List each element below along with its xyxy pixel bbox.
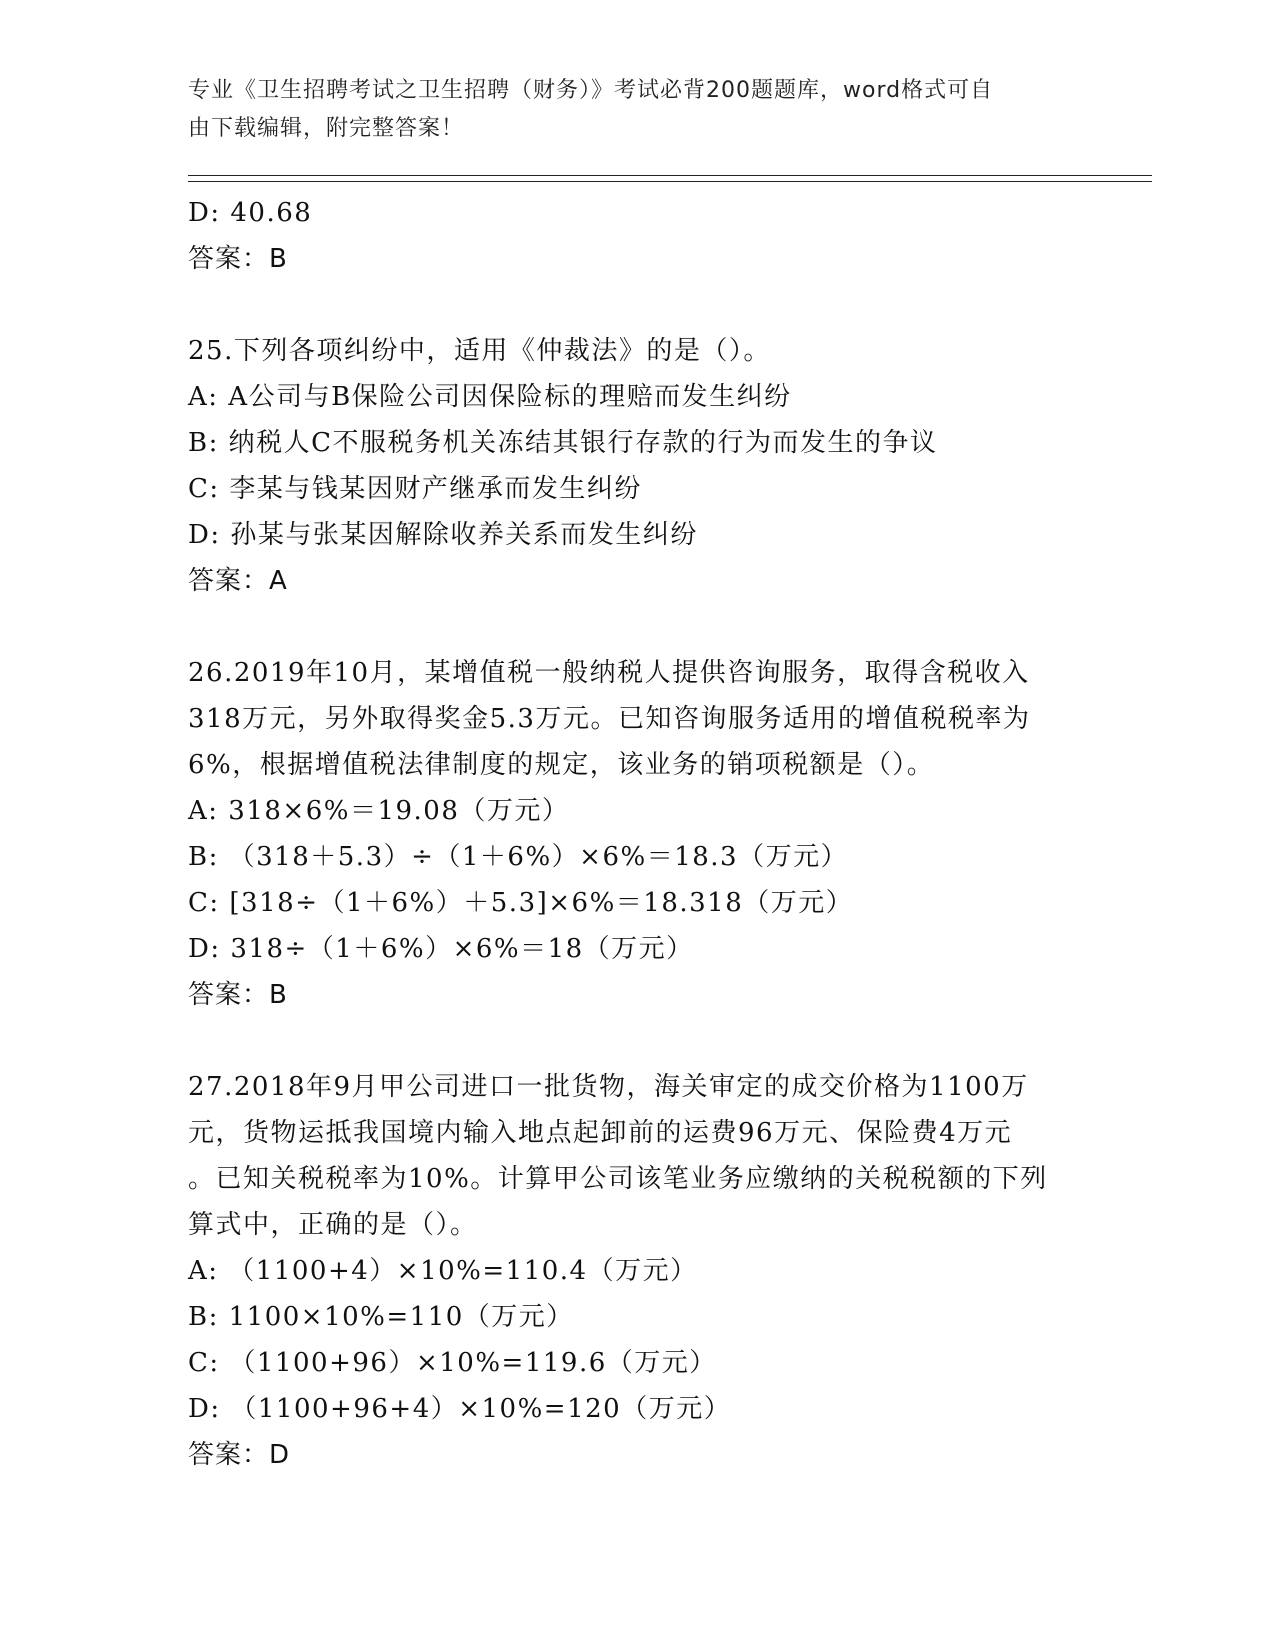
header-line-2: 由下载编辑，附完整答案！	[188, 116, 465, 141]
answer-label: 答案：A	[188, 566, 288, 596]
document-body	[188, 190, 1088, 1478]
option-b: B: 1100×10%=110（万元）	[188, 1302, 574, 1332]
answer-label: 答案：D	[188, 1440, 291, 1470]
question-stem: 318万元，另外取得奖金5.3万元。已知咨询服务适用的增值税税率为	[188, 704, 1031, 734]
question-stem: 26.2019年10月，某增值税一般纳税人提供咨询服务，取得含税收入	[188, 658, 1030, 688]
option-d: D: 318÷（1＋6%）×6%＝18（万元）	[188, 934, 694, 964]
document-header	[188, 72, 1088, 148]
header-rule-top	[188, 175, 1152, 176]
answer-label: 答案：B	[188, 980, 288, 1010]
option-d: D: 40.68	[188, 198, 313, 228]
option-c: C: 李某与钱某因财产继承而发生纠纷	[188, 474, 642, 504]
question-stem: 6%，根据增值税法律制度的规定，该业务的销项税额是（）。	[188, 750, 935, 780]
option-c: C: [318÷（1＋6%）＋5.3]×6%＝18.318（万元）	[188, 888, 854, 918]
question-25	[188, 328, 1088, 604]
option-a: A: 318×6%＝19.08（万元）	[188, 796, 570, 826]
question-stem: 27.2018年9月甲公司进口一批货物，海关审定的成交价格为1100万	[188, 1072, 1029, 1102]
spacer	[188, 604, 1088, 650]
question-stem: 。已知关税税率为10%。计算甲公司该笔业务应缴纳的关税税额的下列	[188, 1164, 1048, 1194]
option-b: B: 纳税人C不服税务机关冻结其银行存款的行为而发生的争议	[188, 428, 938, 458]
answer-label: 答案：B	[188, 244, 288, 274]
question-24-tail	[188, 190, 1088, 282]
header-line-1: 专业《卫生招聘考试之卫生招聘（财务）》考试必背200题题库，word格式可自	[188, 78, 994, 103]
option-a: A: （1100+4）×10%=110.4（万元）	[188, 1256, 698, 1286]
header-rule-bottom	[188, 181, 1152, 182]
option-b: B: （318＋5.3）÷（1＋6%）×6%＝18.3（万元）	[188, 842, 849, 872]
option-d: D: （1100+96+4）×10%=120（万元）	[188, 1394, 732, 1424]
question-stem: 元，货物运抵我国境内输入地点起卸前的运费96万元、保险费4万元	[188, 1118, 1013, 1148]
spacer	[188, 282, 1088, 328]
spacer	[188, 1018, 1088, 1064]
option-d: D: 孙某与张某因解除收养关系而发生纠纷	[188, 520, 698, 550]
question-27	[188, 1064, 1088, 1478]
option-c: C: （1100+96）×10%=119.6（万元）	[188, 1348, 717, 1378]
question-26	[188, 650, 1088, 1018]
question-stem: 25.下列各项纠纷中，适用《仲裁法》的是（）。	[188, 336, 771, 366]
question-stem: 算式中，正确的是（）。	[188, 1210, 478, 1240]
option-a: A: A公司与B保险公司因保险标的理赔而发生纠纷	[188, 382, 792, 412]
